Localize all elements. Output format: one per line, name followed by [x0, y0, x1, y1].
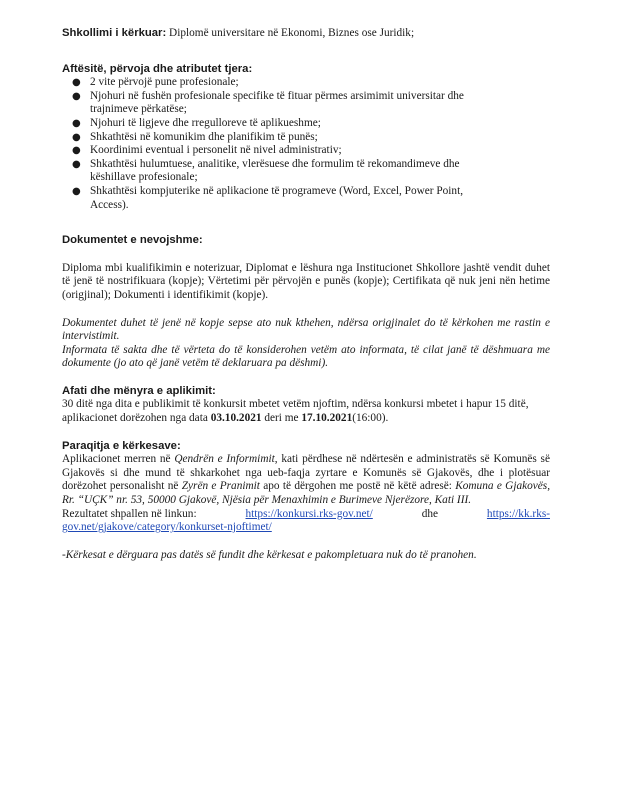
submission-text1: Aplikacionet merren në: [62, 453, 175, 466]
skills-heading: Aftësitë, përvoja dhe atributet tjera:: [62, 62, 253, 75]
skills-list-item: [62, 144, 550, 158]
deadline-text-middle: deri me: [261, 412, 302, 425]
submission-text3: apo të dërgohen me postë në këtë adresë:: [259, 480, 456, 493]
documents-note-copies: Dokumentet duhet të jenë në kopje sepse ato nuk kthehen, ndërsa origjinalet do të kërkohen me rastin e intervistimit.: [62, 316, 550, 343]
skills-item-text: Koordinimi eventual i personelit në nivel administrativ;: [90, 144, 342, 157]
skills-item-text: Shkathtësi hulumtuese, analitike, vlerësuese dhe formulim të rekomandimeve dhe: [90, 157, 460, 170]
documents-text: Diploma mbi kualifikimin e noterizuar, Diplomat e lëshura nga Institucionet Shkollore jashtë vendit duhet të jenë të nostrifikuara (kopje); Vërtetimi për përvojën e punës (kopje); Certifikata që nuk jeni nën hetime (origjinal); Dokumenti i identifikimit (kopje).: [62, 261, 550, 301]
submission-text2: , kati përdhese në ndërtesën e administratës së Komunës së Gjakovës si dhe mund të shkarkohet nga ueb-faqja zyrtare e Komunës së Gjakovës, dhe i plotësuar dorëzohet personalisht në: [62, 453, 550, 493]
results-prefix: Rezultatet shpallen në linkun:: [62, 507, 197, 520]
deadline-text-before: 30 ditë nga dita e publikimit të konkursit mbetet vetëm njoftim, ndërsa konkursi mbetet i hapur 15 ditë, aplikacionet dorëzohen nga data: [62, 398, 529, 425]
deadline-text-after: (16:00).: [352, 412, 389, 425]
education-value: Diplomë universitare në Ekonomi, Biznes ose Juridik;: [166, 27, 415, 39]
skills-list-item: [62, 131, 550, 145]
deadline-date-to: 17.10.2021: [301, 412, 353, 425]
skills-list-item: [62, 90, 550, 117]
documents-heading: Dokumentet e nevojshme:: [62, 234, 203, 247]
results-link-kk-part1[interactable]: https://kk.rks-: [486, 507, 550, 520]
skills-item-text: Shkathtësi kompjuterike në aplikacione të programeve (Word, Excel, Power Point,: [90, 184, 464, 197]
results-link-kk-part2[interactable]: gov.net/gjakove/category/konkurset-njoftimet/: [62, 521, 272, 534]
education-line: [62, 27, 550, 41]
footer-note: -Kërkesat e dërguara pas datës së fundit dhe kërkesat e pakompletuara nuk do të pranohen.: [62, 548, 477, 561]
document-content: [62, 27, 550, 562]
skills-item-text-cont: trajnimeve përkatëse;: [90, 103, 187, 116]
deadline-text: [62, 398, 550, 425]
education-label: Shkollimi i kërkuar:: [62, 27, 167, 39]
skills-item-text: 2 vite përvojë pune profesionale;: [90, 76, 239, 89]
bullet-icon: ●: [72, 145, 81, 157]
bullet-icon: ●: [72, 90, 81, 102]
bullet-icon: ●: [72, 185, 81, 197]
submission-place-info-center: Qendrën e Informimit: [174, 453, 275, 466]
skills-item-text-cont: këshillave profesionale;: [90, 171, 198, 184]
skills-list-item: [62, 185, 550, 212]
submission-heading: Paraqitja e kërkesave:: [62, 439, 181, 452]
results-and: dhe: [421, 507, 439, 520]
results-link-line2: [62, 521, 550, 535]
documents-note-evidence: Informata të sakta dhe të vërteta do të konsiderohen vetëm ato informata, të cilat janë të dëshmuara me dokumente (jo ato që janë vetëm të deklaruara pa dëshmi).: [62, 343, 550, 370]
skills-list-item: [62, 158, 550, 185]
results-line: [62, 508, 550, 522]
skills-list-item: [62, 117, 550, 131]
skills-item-text-cont: Access).: [90, 198, 129, 211]
bullet-icon: ●: [72, 77, 81, 89]
submission-address: Komuna e Gjakovës, Rr. “UÇK” nr. 53, 50000 Gjakovë, Njësia për Menaxhimin e Burimeve Njerëzore, Kati III.: [62, 480, 551, 507]
deadline-date-from: 03.10.2021: [210, 412, 262, 425]
submission-text: [62, 453, 550, 507]
skills-list: [62, 76, 550, 212]
skills-item-text: Njohuri në fushën profesionale specifike të fituar përmes arsimimit universitar dhe: [90, 89, 464, 102]
skills-item-text: Njohuri të ligjeve dhe rregulloreve të aplikueshme;: [90, 116, 321, 129]
submission-place-reception: Zyrën e Pranimit: [181, 480, 260, 493]
bullet-icon: ●: [72, 131, 81, 143]
bullet-icon: ●: [72, 158, 81, 170]
bullet-icon: ●: [72, 117, 81, 129]
skills-item-text: Shkathtësi në komunikim dhe planifikim të punës;: [90, 130, 318, 143]
skills-list-item: [62, 76, 550, 90]
results-link-konkursi[interactable]: https://konkursi.rks-gov.net/: [245, 507, 373, 520]
deadline-heading: Afati dhe mënyra e aplikimit:: [62, 384, 216, 397]
